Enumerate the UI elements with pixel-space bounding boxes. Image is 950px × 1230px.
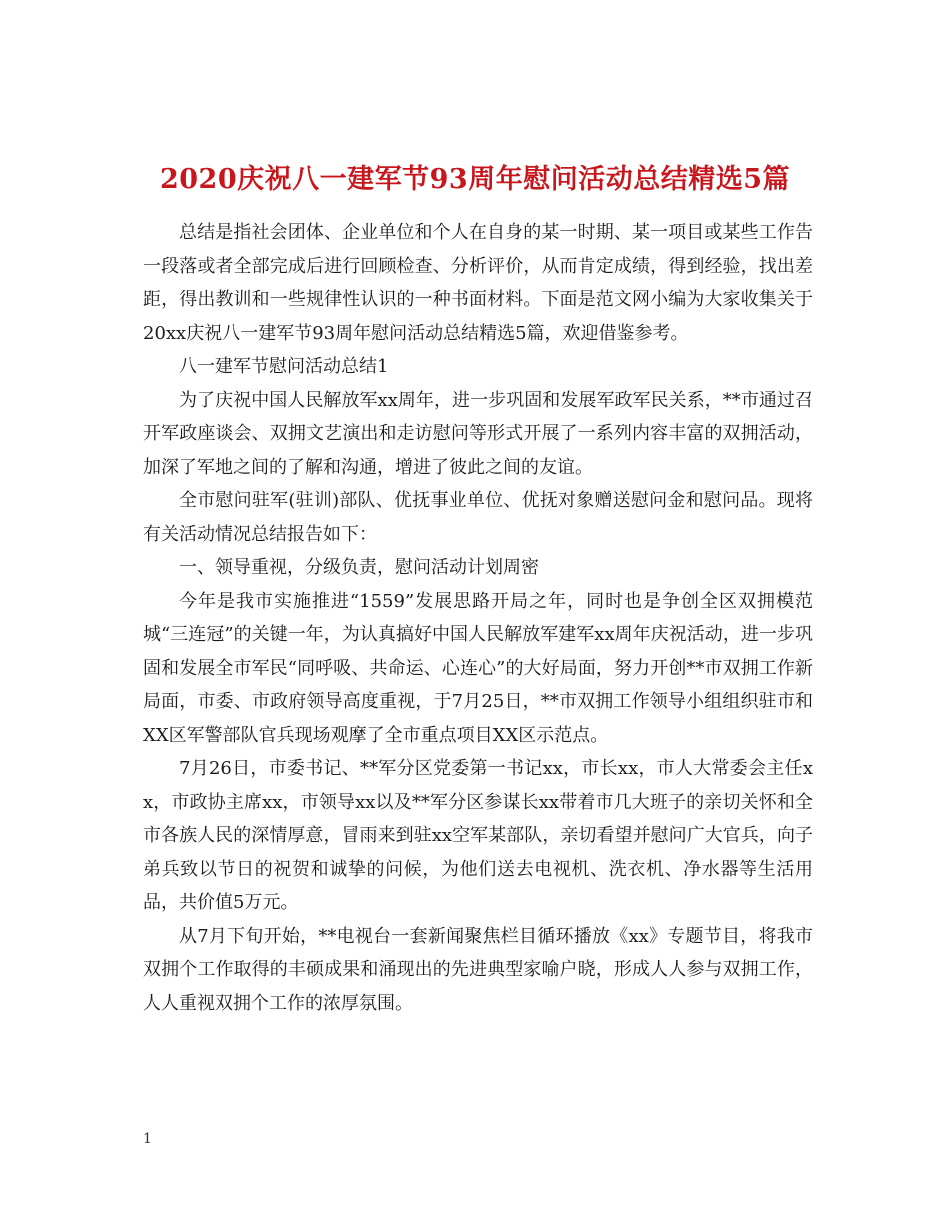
paragraph-intro: 总结是指社会团体、企业单位和个人在自身的某一时期、某一项目或某些工作告一段落或者全部完成后进行回顾检查、分析评价，从而肯定成绩，得到经验，找出差距，得出教训和一些规律性认识的一种书面材料。下面是范文网小编为大家收集关于20xx庆祝八一建军节93周年慰问活动总结精选5篇，欢迎借鉴参考。 xyxy=(143,222,813,344)
paragraph-tv-program: 从7月下旬开始，**电视台一套新闻聚焦栏目循环播放《xx》专题节目，将我市双拥个工作取得的丰硕成果和涌现出的先进典型家喻户晓，形成人人参与双拥工作，人人重视双拥个工作的浓厚氛围。 xyxy=(143,925,813,1014)
paragraph-july-26: 7月26日，市委书记、**军分区党委第一书记xx，市长xx，市人大常委会主任xx，市政协主席xx，市领导xx以及**军分区参谋长xx带着市几大班子的亲切关怀和全市各族人民的深情厚意，冒雨来到驻xx空军某部队，亲切看望并慰问广大官兵，向子弟兵致以节日的祝贺和诚挚的问候，为他们送去电视机、洗衣机、净水器等生活用品，共价值5万元。 xyxy=(143,758,813,913)
paragraph-this-year: 今年是我市实施推进“1559”发展思路开局之年，同时也是争创全区双拥模范城“三连冠”的关键一年，为认真搞好中国人民解放军建军xx周年庆祝活动，进一步巩固和发展全市军民“同呼吸、共命运、心连心”的大好局面，努力开创**市双拥工作新局面，市委、市政府领导高度重视，于7月25日，**市双拥工作领导小组组织驻市和XX区军警部队官兵现场观摩了全市重点项目XX区示范点。 xyxy=(143,590,813,746)
section-heading-leadership: 一、领导重视，分级负责，慰问活动计划周密 xyxy=(179,557,539,578)
paragraph-city-visits: 全市慰问驻军(驻训)部队、优抚事业单位、优抚对象赠送慰问金和慰问品。现将有关活动情况总结报告如下： xyxy=(143,490,813,545)
page-number: 1 xyxy=(143,1131,152,1147)
section-heading-summary-1: 八一建军节慰问活动总结1 xyxy=(179,356,389,377)
paragraph-celebration: 为了庆祝中国人民解放军xx周年，进一步巩固和发展军政军民关系，**市通过召开军政座谈会、双拥文艺演出和走访慰问等形式开展了一系列内容丰富的双拥活动，加深了军地之间的了解和沟通，增进了彼此之间的友谊。 xyxy=(143,389,813,478)
document-body xyxy=(143,216,813,1020)
document-title: 2020庆祝八一建军节93周年慰问活动总结精选5篇 xyxy=(159,164,790,196)
